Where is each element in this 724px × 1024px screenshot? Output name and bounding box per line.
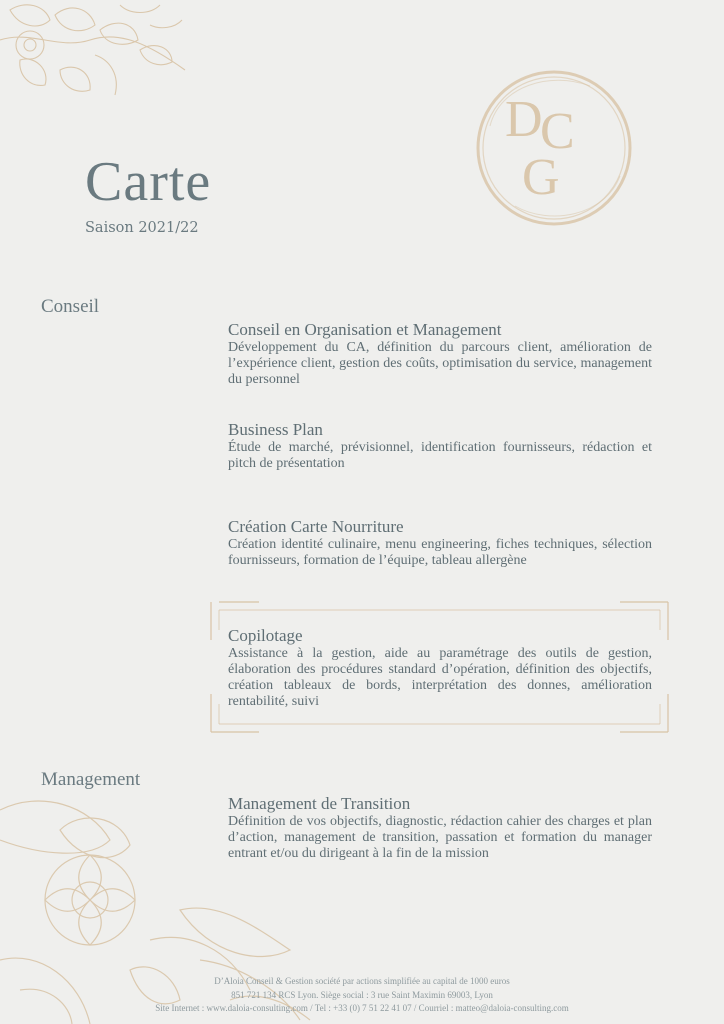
service-title: Management de Transition: [228, 794, 411, 813]
service-description: Développement du CA, définition du parcours client, amélioration de l’expérience client, gestion des coûts, optimisation du service, management du personnel: [228, 340, 652, 387]
service-title: Copilotage: [228, 626, 303, 645]
service-management-transition: [228, 794, 652, 862]
season-label: Saison 2021/22: [85, 220, 199, 236]
section-title-management: Management: [41, 769, 141, 790]
service-copilotage: [228, 626, 652, 710]
svg-text:G: G: [522, 149, 560, 206]
service-business-plan: [228, 420, 652, 472]
page-title: Carte: [85, 151, 212, 213]
footer-contact-line: Site Internet : www.daloia-consulting.com / Tel : +33 (0) 7 51 22 41 07 / Courriel : matteo@daloia-consulting.com: [155, 1003, 569, 1013]
service-description: Création identité culinaire, menu engineering, fiches techniques, sélection fournisseurs, formation de l’équipe, tableau allergène: [228, 537, 652, 568]
floral-decoration-top-icon: [0, 0, 190, 120]
service-title: Création Carte Nourriture: [228, 517, 404, 536]
footer-address-line: 851 721 134 RCS Lyon. Siège social : 3 rue Saint Maximin 69003, Lyon: [231, 989, 493, 1000]
footer-company-line: D’Aloia Conseil & Gestion société par actions simplifiée au capital de 1000 euros: [214, 976, 510, 986]
service-description: Étude de marché, prévisionnel, identification fournisseurs, rédaction et pitch de présentation: [228, 440, 652, 471]
service-description: Assistance à la gestion, aide au paramétrage des outils de gestion, élaboration des procédures standard d’opération, définition des objectifs, création tableaux de bords, interprétation des donnes, amélioration rentabilité, suivi: [228, 646, 652, 709]
service-description: Définition de vos objectifs, diagnostic, rédaction cahier des charges et plan d’action, management de transition, passation et formation du manager entrant et/ou du dirigeant à la fin de la mission: [228, 814, 652, 861]
section-title-conseil: Conseil: [41, 296, 100, 317]
dcg-logo: [470, 66, 638, 230]
service-conseil-organisation: [228, 320, 652, 388]
svg-text:C: C: [540, 103, 575, 160]
service-creation-carte: [228, 517, 652, 569]
service-title: Business Plan: [228, 420, 323, 439]
service-title: Conseil en Organisation et Management: [228, 320, 502, 339]
footer: [0, 975, 724, 1016]
svg-text:D: D: [505, 91, 543, 148]
